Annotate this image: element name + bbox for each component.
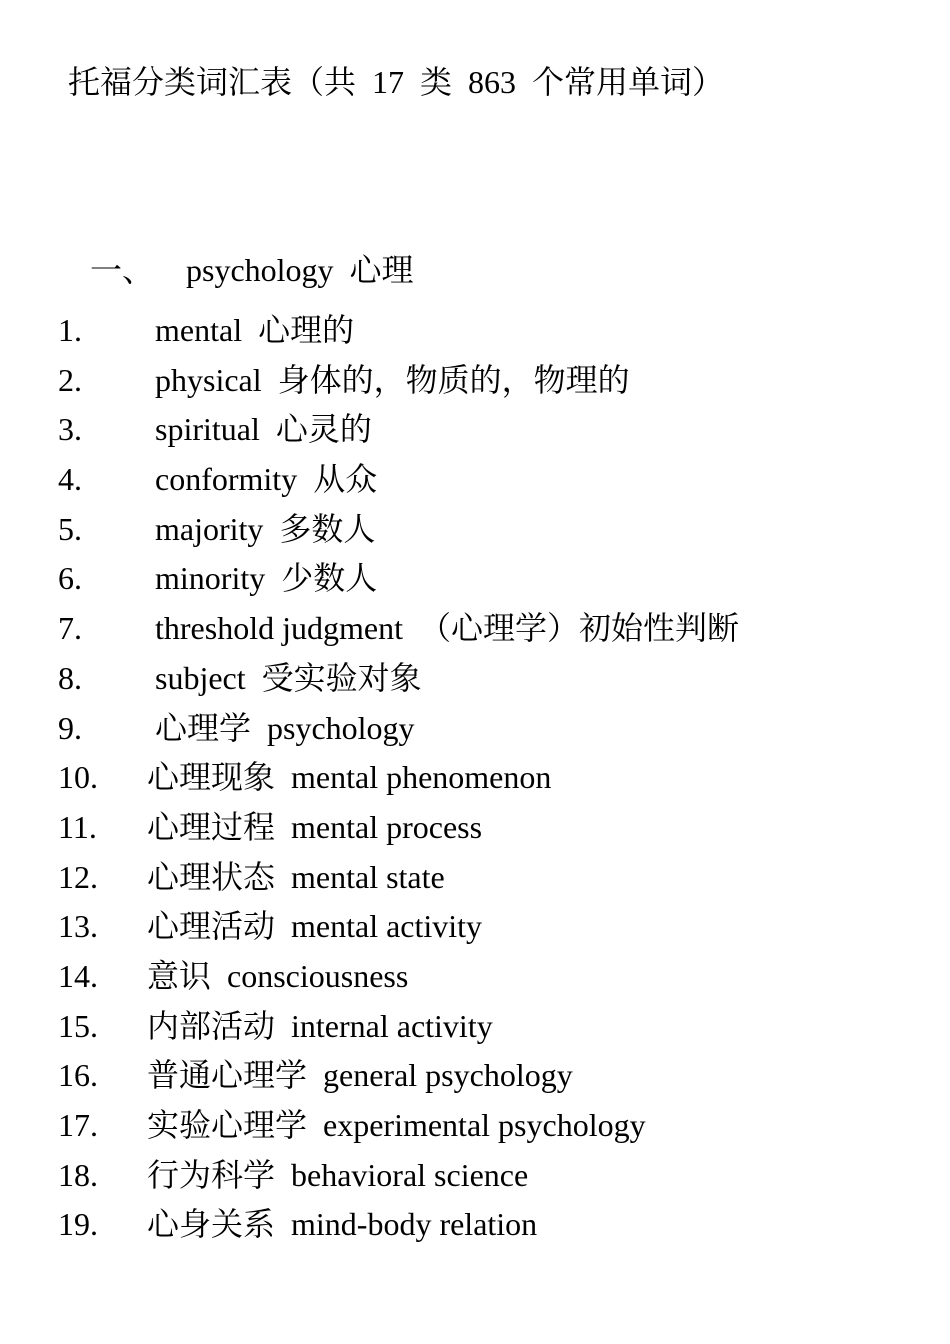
list-item [58,1105,739,1155]
list-item [58,1155,739,1205]
item-number: 19. [58,1206,98,1243]
item-text: 意识 consciousness [147,957,409,994]
item-text: 心身关系 mind-body relation [147,1206,538,1243]
list-item [58,459,739,509]
section-number: 一、 [90,252,155,288]
item-text: physical 身体的，物质的，物理的 [155,361,630,398]
item-number: 9. [58,709,82,746]
item-text: 心理活动 mental activity [147,908,483,945]
item-text: 实验心理学 experimental psychology [147,1107,646,1143]
item-text: majority 多数人 [155,510,376,547]
item-number: 16. [58,1057,98,1094]
item-number: 15. [58,1007,98,1044]
item-number: 4. [58,461,82,498]
item-text: 行为科学 behavioral science [147,1156,529,1193]
item-text: mental 心理的 [155,312,355,348]
item-number: 3. [58,411,82,448]
item-text: threshold judgment （心理学）初始性判断 [155,610,739,647]
item-number: 5. [58,510,82,547]
item-number: 18. [58,1156,98,1193]
list-item [58,1055,739,1105]
vocabulary-list [58,310,739,1254]
section-title: psychology 心理 [186,252,414,288]
item-text: 心理状态 mental state [147,858,445,895]
item-text: 心理过程 mental process [147,808,483,845]
item-number: 12. [58,858,98,895]
list-item [58,906,739,956]
item-text: conformity 从众 [155,461,378,498]
list-item [58,708,739,758]
item-text: subject 受实验对象 [155,659,422,696]
list-item [58,857,739,907]
item-text: 普通心理学 general psychology [147,1057,573,1094]
list-item [58,757,739,807]
item-number: 14. [58,957,98,994]
item-number: 6. [58,560,82,597]
list-item [58,558,739,608]
item-number: 17. [58,1107,98,1143]
item-number: 1. [58,312,82,348]
list-item [58,409,739,459]
item-number: 7. [58,610,82,647]
item-number: 2. [58,361,82,398]
list-item [58,1204,739,1254]
item-text: 内部活动 internal activity [147,1007,493,1044]
item-number: 13. [58,908,98,945]
list-item [58,807,739,857]
list-item [58,608,739,658]
document-title: 托福分类词汇表（共 17 类 863 个常用单词） [68,64,725,100]
list-item [58,1006,739,1056]
list-item [58,509,739,559]
item-text: minority 少数人 [155,560,378,597]
item-number: 10. [58,759,98,796]
list-item [58,956,739,1006]
item-number: 8. [58,659,82,696]
list-item [58,658,739,708]
item-text: 心理学 psychology [155,709,415,746]
item-number: 11. [58,808,97,845]
list-item [58,360,739,410]
list-item [58,310,739,360]
item-text: spiritual 心灵的 [155,411,372,448]
item-text: 心理现象 mental phenomenon [147,759,552,796]
